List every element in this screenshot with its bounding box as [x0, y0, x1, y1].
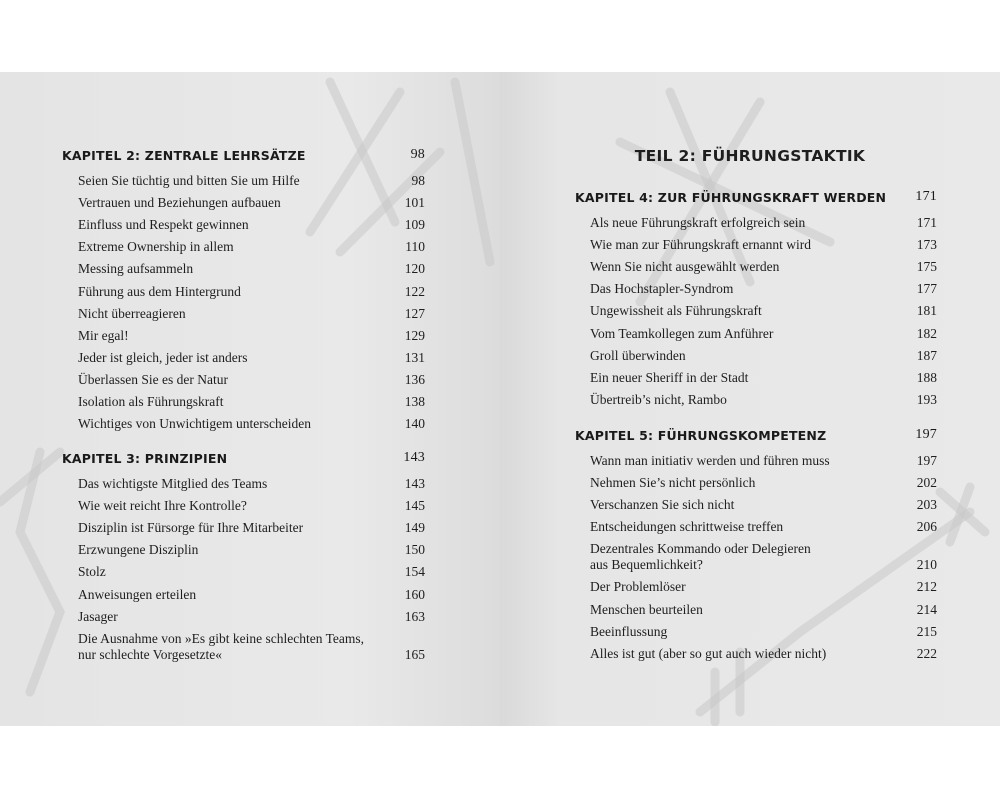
entry-title: [78, 195, 281, 211]
entry-title-line: Überlassen Sie es der Natur: [78, 371, 228, 387]
entry-page-number: 181: [916, 303, 937, 319]
entry-title: [590, 259, 779, 275]
entry-title-line: Übertreib’s nicht, Rambo: [590, 391, 727, 407]
entry-title-line: Als neue Führungskraft erfolgreich sein: [590, 215, 806, 230]
entry-page-number: 143: [404, 476, 425, 491]
entry-title-line: Isolation als Führungskraft: [78, 394, 224, 409]
toc-entry: [590, 624, 937, 640]
entry-title: [590, 453, 830, 469]
entry-title-line: Nicht überreagieren: [78, 305, 186, 321]
entry-title: [78, 261, 193, 277]
entry-title-line: Messing aufsammeln: [78, 261, 194, 277]
entry-page-number: 122: [404, 283, 425, 299]
entry-page-number: 173: [916, 237, 937, 253]
entry-title-line: aus Bequemlichkeit?: [590, 557, 703, 573]
entry-title-line: Der Problemlöser: [590, 579, 686, 595]
entry-page-number: 138: [404, 394, 425, 409]
part-title: TEIL 2: FÜHRUNGSTAKTIK: [634, 147, 866, 165]
toc-entry: [78, 372, 425, 388]
entry-title-line: Vertrauen und Beziehungen aufbauen: [78, 195, 281, 211]
entry-title: [78, 416, 311, 432]
entry-page-number: 175: [916, 259, 937, 275]
toc-entry: [590, 348, 937, 364]
chapter-page-number: 197: [915, 427, 937, 442]
entry-title: [78, 631, 364, 663]
entry-title: [590, 579, 686, 595]
entry-title: [590, 392, 727, 408]
toc-entry: [78, 195, 425, 211]
entry-page-number: 202: [916, 475, 937, 491]
toc-entry: [590, 646, 937, 662]
entry-title-line: Einfluss und Respekt gewinnen: [78, 217, 249, 233]
entry-title-line: Mir egal!: [78, 327, 129, 343]
toc-entry: [78, 520, 425, 536]
entry-title-line: Wann man initiativ werden und führen muss: [590, 453, 830, 468]
chapter-title: KAPITEL 2: ZENTRALE LEHRSÄTZE: [62, 147, 306, 163]
toc-entry: [590, 453, 937, 469]
entry-title: [78, 350, 247, 366]
toc-entry: [78, 306, 425, 322]
toc-entry: [78, 328, 425, 344]
toc-entry: [78, 394, 425, 410]
entry-page-number: 110: [405, 239, 425, 255]
entry-page-number: 150: [404, 542, 425, 558]
entry-title: [78, 609, 118, 625]
table-of-contents-right: [500, 72, 1000, 726]
entry-title: [590, 348, 686, 364]
entry-page-number: 188: [916, 369, 937, 385]
entry-page-number: 160: [404, 586, 425, 602]
entry-page-number: 214: [916, 601, 937, 617]
toc-entry: [590, 303, 937, 319]
toc-entry: [78, 284, 425, 300]
entry-page-number: 222: [916, 645, 937, 661]
entry-title: [78, 520, 303, 536]
toc-entry: [78, 631, 425, 663]
entry-title: [590, 602, 703, 618]
toc-entry: [590, 579, 937, 595]
entry-page-number: 120: [404, 261, 425, 277]
entry-title: [590, 519, 783, 535]
entry-title: [590, 497, 734, 513]
toc-entry: [78, 498, 425, 514]
toc-entry: [78, 416, 425, 432]
entry-title: [78, 564, 106, 580]
entry-page-number: 145: [404, 498, 425, 514]
entry-page-number: 210: [916, 557, 937, 573]
toc-entry: [78, 261, 425, 277]
entry-title: [590, 541, 811, 573]
chapter-page-number: 171: [915, 189, 937, 204]
entry-title: [78, 372, 228, 388]
entry-title: [590, 624, 667, 640]
entry-title: [78, 284, 241, 300]
chapter-page-number: 143: [403, 450, 425, 465]
entry-title-line: Disziplin ist Fürsorge für Ihre Mitarbeiter: [78, 520, 304, 536]
entry-page-number: 177: [916, 281, 937, 297]
entry-title-line: Das wichtigste Mitglied des Teams: [78, 476, 268, 491]
entry-page-number: 136: [404, 371, 425, 387]
entry-title: [590, 215, 805, 231]
entry-title-line: Erzwungene Disziplin: [78, 542, 199, 558]
entry-title-line: Wichtiges von Unwichtigem unterscheiden: [78, 416, 312, 432]
entry-title-line: Jasager: [78, 608, 118, 624]
entry-title-line: Wenn Sie nicht ausgewählt werden: [590, 259, 780, 275]
book-spread: [0, 72, 1000, 726]
entry-page-number: 187: [916, 347, 937, 363]
entry-title-line: Groll überwinden: [590, 347, 686, 363]
entry-title-line: Alles ist gut (aber so gut auch wieder nicht): [590, 645, 827, 661]
entry-title: [78, 542, 198, 558]
entry-title-line: Extreme Ownership in allem: [78, 239, 234, 255]
entry-title-line: Stolz: [78, 564, 106, 580]
entry-title: [78, 498, 247, 514]
entry-title: [78, 217, 249, 233]
entry-page-number: 203: [916, 497, 937, 513]
toc-entry: [78, 350, 425, 366]
entry-title-line: Das Hochstapler-Syndrom: [590, 281, 734, 297]
entry-page-number: 212: [916, 579, 937, 595]
chapter-heading: [575, 425, 937, 445]
entry-page-number: 154: [404, 564, 425, 580]
entry-title-line: Menschen beurteilen: [590, 601, 703, 617]
entry-page-number: 101: [404, 195, 425, 211]
toc-entry: [590, 541, 937, 573]
entry-title-line: nur schlechte Vorgesetzte«: [78, 646, 222, 662]
chapter-heading: [62, 145, 425, 165]
toc-entry: [78, 542, 425, 558]
entry-title-line: Die Ausnahme von »Es gibt keine schlechten Teams,: [78, 630, 364, 646]
entry-title: [78, 328, 129, 344]
entry-page-number: 127: [404, 305, 425, 321]
toc-entry: [590, 475, 937, 491]
toc-entry: [78, 587, 425, 603]
toc-entry: [78, 239, 425, 255]
entry-title-line: Entscheidungen schrittweise treffen: [590, 519, 784, 535]
chapter-title: KAPITEL 5: FÜHRUNGSKOMPETENZ: [575, 427, 827, 443]
toc-entry: [590, 237, 937, 253]
chapter-heading: [62, 448, 425, 468]
entry-title-line: Führung aus dem Hintergrund: [78, 283, 241, 299]
entry-title-line: Wie weit reicht Ihre Kontrolle?: [78, 498, 247, 514]
table-of-contents-left: [0, 72, 500, 726]
entry-page-number: 182: [916, 325, 937, 341]
left-page: [0, 72, 500, 726]
toc-entry: [590, 497, 937, 513]
toc-entry: [78, 609, 425, 625]
entry-title: [78, 173, 300, 189]
entry-title: [590, 326, 773, 342]
toc-entry: [78, 476, 425, 492]
toc-entry: [78, 217, 425, 233]
entry-title: [590, 475, 755, 491]
entry-title: [590, 646, 826, 662]
entry-title: [590, 303, 762, 319]
entry-title-line: Dezentrales Kommando oder Delegieren: [590, 541, 811, 557]
entry-title-line: Nehmen Sie’s nicht persönlich: [590, 475, 756, 491]
entry-page-number: 129: [404, 327, 425, 343]
entry-title: [78, 306, 186, 322]
entry-page-number: 149: [404, 520, 425, 536]
entry-page-number: 140: [404, 416, 425, 432]
entry-page-number: 131: [404, 349, 425, 365]
entry-title-line: Seien Sie tüchtig und bitten Sie um Hilfe: [78, 173, 300, 188]
entry-page-number: 165: [404, 646, 425, 662]
entry-title-line: Vom Teamkollegen zum Anführer: [590, 325, 774, 341]
entry-title: [78, 587, 196, 603]
entry-title-line: Anweisungen erteilen: [78, 586, 197, 602]
entry-title: [590, 237, 811, 253]
chapter-page-number: 98: [410, 147, 425, 162]
toc-entry: [590, 281, 937, 297]
entry-page-number: 109: [404, 217, 425, 233]
entry-page-number: 163: [404, 608, 425, 624]
toc-entry: [590, 326, 937, 342]
entry-title: [590, 281, 733, 297]
toc-entry: [590, 392, 937, 408]
entry-title: [78, 476, 267, 492]
entry-page-number: 98: [411, 173, 425, 188]
entry-page-number: 171: [916, 215, 937, 230]
entry-title-line: Verschanzen Sie sich nicht: [590, 497, 735, 513]
toc-entry: [78, 173, 425, 189]
entry-title: [78, 394, 223, 410]
chapter-title: KAPITEL 4: ZUR FÜHRUNGSKRAFT WERDEN: [575, 189, 887, 205]
toc-entry: [590, 519, 937, 535]
entry-title-line: Ungewissheit als Führungskraft: [590, 303, 762, 319]
chapter-title: KAPITEL 3: PRINZIPIEN: [62, 450, 228, 466]
toc-entry: [590, 370, 937, 386]
toc-entry: [590, 215, 937, 231]
entry-title-line: Ein neuer Sheriff in der Stadt: [590, 369, 749, 385]
entry-page-number: 197: [916, 453, 937, 468]
entry-title: [590, 370, 748, 386]
entry-page-number: 206: [916, 519, 937, 535]
chapter-heading: [575, 187, 937, 207]
toc-entry: [590, 259, 937, 275]
toc-entry: [78, 564, 425, 580]
right-page: [500, 72, 1000, 726]
entry-page-number: 215: [916, 623, 937, 639]
entry-title-line: Wie man zur Führungskraft ernannt wird: [590, 237, 812, 253]
entry-title-line: Jeder ist gleich, jeder ist anders: [78, 349, 248, 365]
entry-title: [78, 239, 234, 255]
entry-page-number: 193: [916, 391, 937, 407]
entry-title-line: Beeinflussung: [590, 623, 668, 639]
toc-entry: [590, 602, 937, 618]
